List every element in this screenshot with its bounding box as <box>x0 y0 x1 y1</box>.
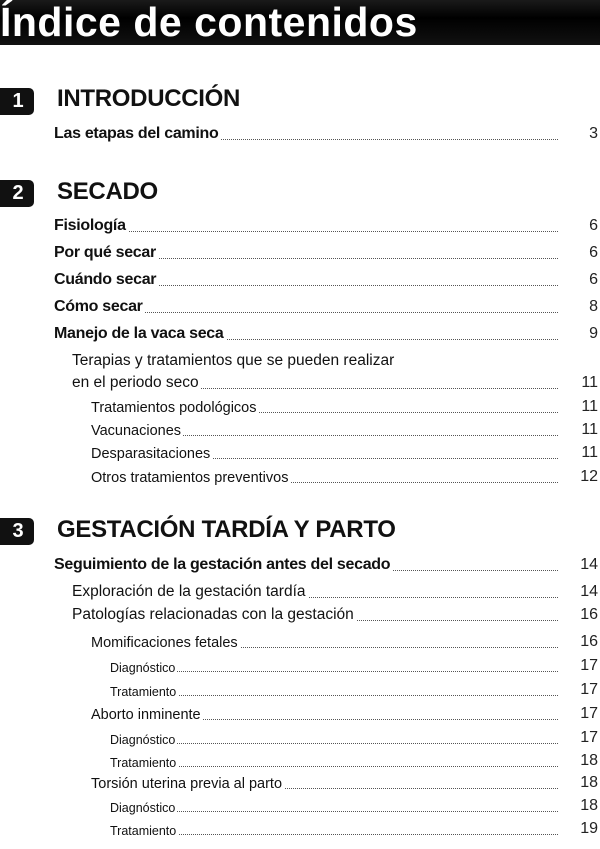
toc-entry-label: Manejo de la vaca seca <box>54 325 224 342</box>
toc-entry[interactable] <box>0 604 600 626</box>
toc-entry-page-number: 6 <box>589 244 598 261</box>
toc-entry-label: Desparasitaciones <box>91 446 211 462</box>
toc-entry-label: en el periodo seco <box>72 374 199 391</box>
toc-entry[interactable] <box>0 123 600 145</box>
toc-entry-page-number: 16 <box>580 633 598 650</box>
toc-entry-page-number: 17 <box>580 729 598 746</box>
toc-entry-label: Diagnóstico <box>110 733 176 747</box>
toc-entry-page-number: 11 <box>581 374 598 391</box>
toc-entry[interactable] <box>0 442 600 464</box>
toc-entry-page-number: 11 <box>581 398 598 415</box>
toc-entry[interactable] <box>0 795 600 817</box>
toc-entry-label: Tratamientos podológicos <box>91 400 257 416</box>
toc-entry[interactable] <box>0 703 600 725</box>
toc-entry[interactable] <box>0 679 600 701</box>
toc-entry[interactable] <box>0 323 600 345</box>
toc-entry[interactable] <box>0 419 600 441</box>
toc-entry-label: Patologías relacionadas con la gestación <box>72 606 354 623</box>
toc-entry-label: Exploración de la gestación tardía <box>72 583 306 600</box>
toc-entry-page-number: 3 <box>589 125 598 142</box>
toc-entry-page-number: 17 <box>580 705 598 722</box>
dot-leader <box>114 743 558 744</box>
toc-entry-label: Por qué secar <box>54 244 156 261</box>
toc-entry[interactable] <box>0 581 600 603</box>
toc-entry-label: Tratamiento <box>110 685 177 699</box>
toc-entry-label: Tratamiento <box>110 756 177 770</box>
section-title: INTRODUCCIÓN <box>57 85 241 112</box>
dot-leader <box>114 811 558 812</box>
toc-entry-label: Momificaciones fetales <box>91 635 238 651</box>
toc-entry[interactable] <box>0 350 600 372</box>
toc-entry[interactable] <box>0 727 600 749</box>
toc-entry[interactable] <box>0 655 600 677</box>
toc-entry-label: Terapias y tratamientos que se pueden realizar <box>72 352 395 369</box>
toc-entry-label: Cuándo secar <box>54 271 157 288</box>
section-number-badge: 3 <box>0 518 34 545</box>
toc-entry-label: Otros tratamientos preventivos <box>91 470 289 486</box>
toc-entry-label: Tratamiento <box>110 824 177 838</box>
toc-entry[interactable] <box>0 631 600 653</box>
dot-leader <box>114 766 558 767</box>
toc-entry-page-number: 12 <box>580 468 598 485</box>
dot-leader <box>114 671 558 672</box>
toc-entry-page-number: 11 <box>581 421 598 438</box>
section-number-badge: 1 <box>0 88 34 115</box>
toc-entry[interactable] <box>0 372 600 394</box>
toc-entry-label: Torsión uterina previa al parto <box>91 776 283 792</box>
toc-entry-page-number: 17 <box>580 657 598 674</box>
page-title: Índice de contenidos <box>0 0 418 45</box>
toc-entry[interactable] <box>0 215 600 237</box>
toc-entry-label: Las etapas del camino <box>54 125 219 142</box>
toc-entry-page-number: 16 <box>580 606 598 623</box>
toc-entry-label: Vacunaciones <box>91 423 182 439</box>
toc-entry-page-number: 8 <box>589 298 598 315</box>
toc-entry-label: Cómo secar <box>54 298 143 315</box>
toc-entry-page-number: 18 <box>580 797 598 814</box>
toc-entry[interactable] <box>0 466 600 488</box>
toc-entry-label: Aborto inminente <box>91 707 201 723</box>
toc-entry-label: Seguimiento de la gestación antes del secado <box>54 556 391 573</box>
dot-leader <box>58 231 558 232</box>
toc-entry[interactable] <box>0 554 600 576</box>
section-number-badge: 2 <box>0 180 34 207</box>
section-title: GESTACIÓN TARDÍA Y PARTO <box>57 516 396 543</box>
toc-entry[interactable] <box>0 396 600 418</box>
toc-entry[interactable] <box>0 818 600 840</box>
toc-entry-page-number: 19 <box>580 820 598 837</box>
toc-entry-page-number: 18 <box>580 752 598 769</box>
toc-entry[interactable] <box>0 242 600 264</box>
toc-entry[interactable] <box>0 269 600 291</box>
toc-entry-label: Diagnóstico <box>110 801 176 815</box>
toc-entry-page-number: 11 <box>581 444 598 461</box>
toc-entry-page-number: 14 <box>580 583 598 600</box>
dot-leader <box>114 834 558 835</box>
toc-entry-page-number: 6 <box>589 217 598 234</box>
toc-entry-label: Fisiología <box>54 217 126 234</box>
toc-entry-page-number: 17 <box>580 681 598 698</box>
toc-entry[interactable] <box>0 296 600 318</box>
toc-entry[interactable] <box>0 772 600 794</box>
dot-leader <box>114 695 558 696</box>
toc-entry-page-number: 14 <box>580 556 598 573</box>
section-title: SECADO <box>57 178 158 205</box>
toc-entry[interactable] <box>0 750 600 772</box>
toc-entry-page-number: 9 <box>589 325 598 342</box>
toc-entry-label: Diagnóstico <box>110 661 176 675</box>
toc-entry-page-number: 18 <box>580 774 598 791</box>
toc-entry-page-number: 6 <box>589 271 598 288</box>
